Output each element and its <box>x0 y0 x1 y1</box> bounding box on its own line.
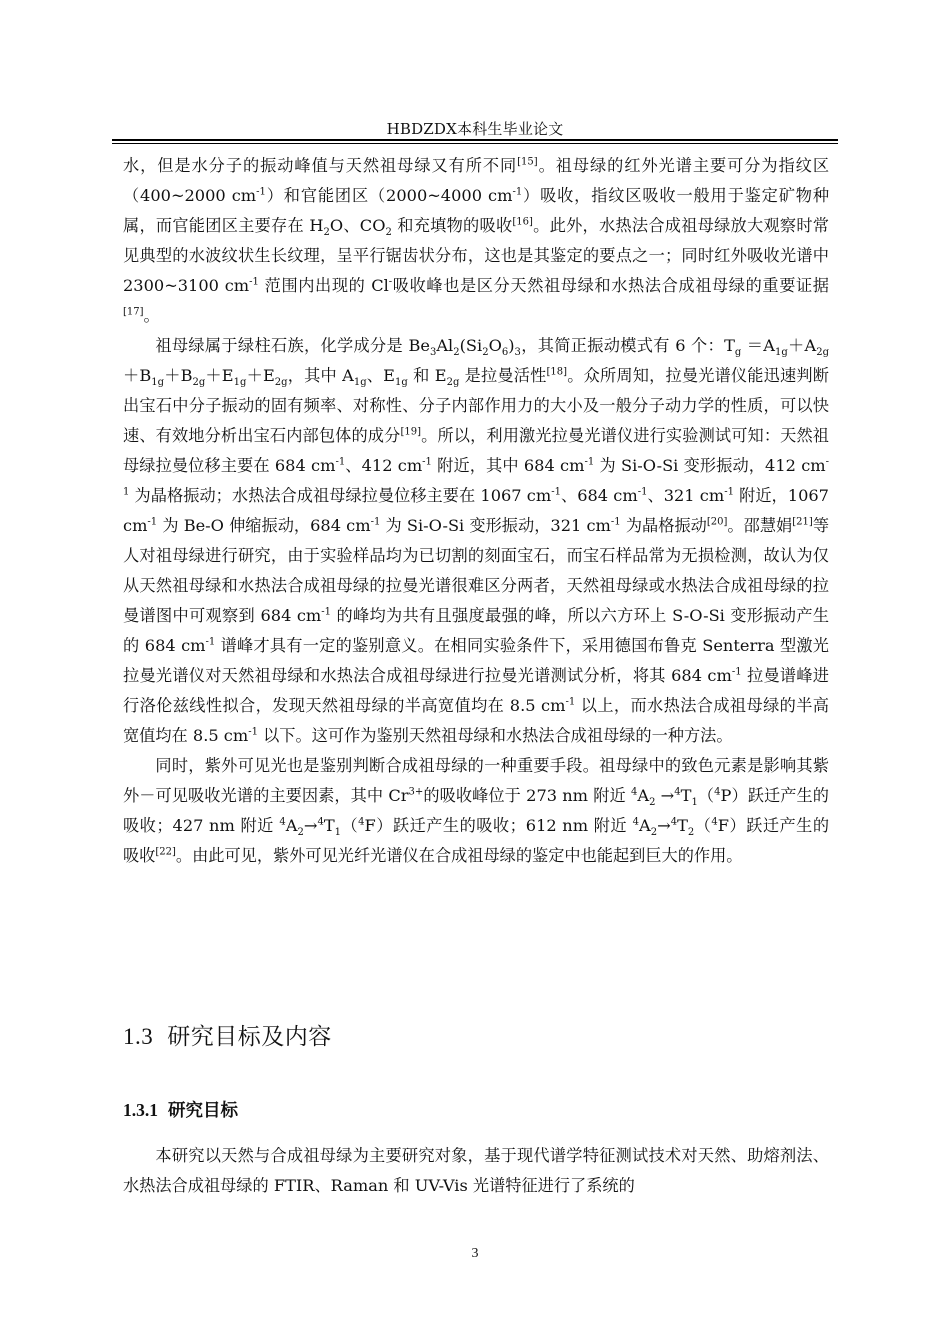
paragraph-ir-spectrum: 水，但是水分子的振动峰值与天然祖母绿又有所不同[15]。祖母绿的红外光谱主要可分为指纹区（400~2000 $cm^{-1}$）和官能团区（2000~4000 $cm^{-1}$）吸收，指纹区吸收一般用于鉴定矿物种属，而官能团区主要存在 $H_2O$、$CO_2$ 和充填物的吸收[16]。此外，水热法合成祖母绿放大观察时常见典型的水波纹状生长纹理，呈平行锯齿状分布，这也是其鉴定的要点之一；同时红外吸收光谱中 2300~3100 $cm^{-1}$ 范围内出现的 Cl-吸收峰也是区分天然祖母绿和水热法合成祖母绿的重要证据[17]。 <box>123 156 830 325</box>
citation: [18] <box>546 366 568 378</box>
section-heading <box>123 1018 332 1051</box>
subsection-number: 1.3.1 <box>123 1100 158 1120</box>
paragraph-uv-vis-spectrum: 同时，紫外可见光也是鉴别判断合成祖母绿的一种重要手段。祖母绿中的致色元素是影响其紫外－可见吸收光谱的主要因素，其中 $Cr^{3+}$的吸收峰位于 273 nm 附近 $^4A_2 \to^4T_1(^4P)$跃迁产生的吸收；427 nm 附近 $^4A_2\to^4T_1(^4F)$跃迁产生的吸收；612 nm 附近 $^4A_2\to^4T_2(^4F)$跃迁产生的吸收[22]。由此可见，紫外可见光纤光谱仪在合成祖母绿的鉴定中也能起到巨大的作用。 <box>123 756 830 865</box>
section-title: 研究目标及内容 <box>167 1024 332 1050</box>
citation: [21] <box>792 516 813 528</box>
paragraph-raman-spectrum: 祖母绿属于绿柱石族，化学成分是 $Be_3Al_2(Si_2O_6)_3$，其简正振动模式有 6 个：$T_g =A_{1g}+A_{2g}+B_{1g}+B_{2g}+E_{1g}+E_{2g}$，其中 $A_{1g}$、$E_{1g}$ 和 $E_{2g}$ 是拉曼活性[18]。众所周知，拉曼光谱仪能迅速判断出宝石中分子振动的固有频率、对称性、分子内部作用力的大小及一般分子动力学的性质，可以快速、有效地分析出宝石内部包体的成分[19]。所以，利用激光拉曼光谱仪进行实验测试可知：天然祖母绿拉曼位移主要在 684 $cm^{-1}$、412 $cm^{-1}$ 附近，其中 684 $cm^{-1}$ 为 Si-O-Si 变形振动，412 $cm^{-1}$ 为晶格振动；水热法合成祖母绿拉曼位移主要在 1067 $cm^{-1}$、684 $cm^{-1}$、321 $cm^{-1}$ 附近，1067 $cm^{-1}$ 为 Be-O 伸缩振动，684 $cm^{-1}$ 为 Si-O-Si 变形振动，321 $cm^{-1}$ 为晶格振动[20]。邵慧娟[21]等人对祖母绿进行研究，由于实验样品均为已切割的刻面宝石，而宝石样品常为无损检测，故认为仅从天然祖母绿和水热法合成祖母绿的拉曼光谱很难区分两者，天然祖母绿或水热法合成祖母绿的拉曼谱图中可观察到 684 $cm^{-1}$ 的峰均为共有且强度最强的峰，所以六方环上 S-O-Si 变形振动产生的 684 $cm^{-1}$ 谱峰才具有一定的鉴别意义。在相同实验条件下，采用德国布鲁克 Senterra 型激光拉曼光谱仪对天然祖母绿和水热法合成祖母绿进行拉曼光谱测试分析，将其 684 $cm^{-1}$ 拉曼谱峰进行洛伦兹线性拟合，发现天然祖母绿的半高宽值均在 8.5 $cm^{-1}$ 以上，而水热法合成祖母绿的半高宽值均在 8.5 $cm^{-1}$ 以下。这可作为鉴别天然祖母绿和水热法合成祖母绿的一种方法。 <box>123 336 830 745</box>
body-text-research-goals <box>123 1141 829 1201</box>
body-text <box>123 151 829 871</box>
citation: [19] <box>400 426 421 438</box>
citation: [20] <box>706 516 728 528</box>
citation: [22] <box>155 846 176 858</box>
header-rule-thin <box>112 143 838 144</box>
citation: [15] <box>517 156 538 168</box>
running-header: HBDZDX本科生毕业论文 <box>386 120 564 138</box>
subsection-title: 研究目标 <box>168 1101 238 1121</box>
subsection-heading <box>123 1097 238 1122</box>
header-rule <box>112 139 838 141</box>
citation: [17] <box>123 306 144 318</box>
page-number: 3 <box>471 1246 479 1261</box>
citation: [16] <box>512 216 533 228</box>
paragraph-research-goals: 本研究以天然与合成祖母绿为主要研究对象，基于现代谱学特征测试技术对天然、助熔剂法、水热法合成祖母绿的 FTIR、Raman 和 UV-Vis 光谱特征进行了系统的 <box>123 1146 829 1195</box>
section-number: 1.3 <box>123 1024 154 1049</box>
